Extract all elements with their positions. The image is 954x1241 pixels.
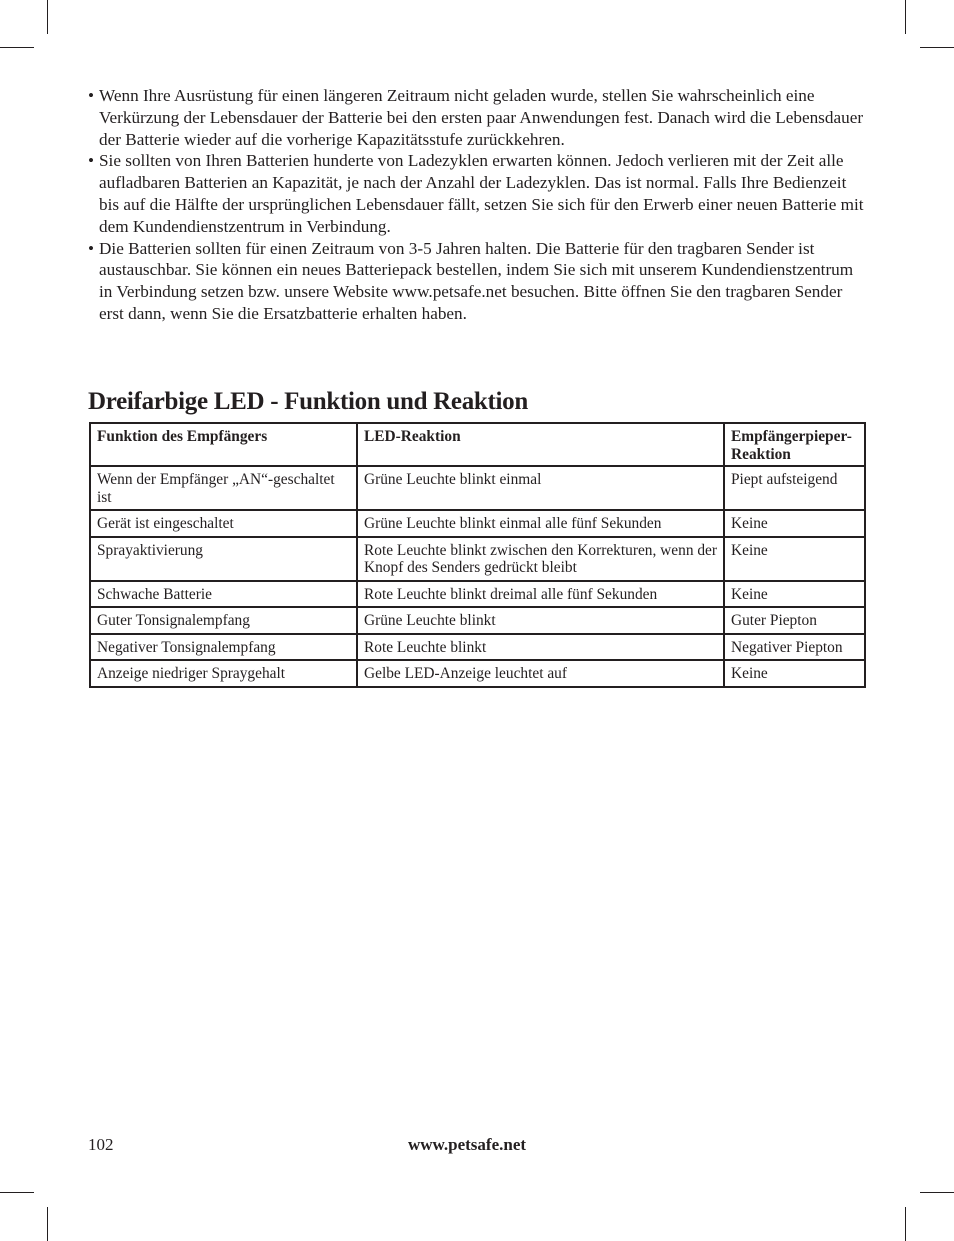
page-number: 102: [88, 1135, 114, 1154]
table-row: [90, 466, 865, 510]
crop-mark: [0, 47, 34, 48]
bullet-item: [88, 85, 868, 150]
section-heading: Dreifarbige LED - Funktion und Reaktion: [88, 388, 528, 415]
header-receiver-function: Funktion des Empfängers: [90, 423, 357, 466]
cell-beeper: Keine: [724, 581, 865, 608]
cell-function: Negativer Tonsignalempfang: [90, 634, 357, 661]
cell-led: Gelbe LED-Anzeige leuchtet auf: [357, 660, 724, 687]
bullet-item: [88, 150, 868, 237]
bullet-dot: •: [88, 86, 95, 105]
table-row: [90, 607, 865, 634]
footer-url: www.petsafe.net: [408, 1135, 527, 1154]
cell-led: Grüne Leuchte blinkt einmal alle fünf Sekunden: [357, 510, 724, 537]
table-row: [90, 510, 865, 537]
bullet-list: [88, 85, 868, 325]
crop-mark: [905, 1207, 906, 1241]
cell-beeper: Keine: [724, 537, 865, 581]
table-row: [90, 634, 865, 661]
crop-mark: [920, 47, 954, 48]
cell-beeper: Piept aufsteigend: [724, 466, 865, 510]
cell-beeper: Negativer Piepton: [724, 634, 865, 661]
cell-function: Sprayaktivierung: [90, 537, 357, 581]
cell-led: Grüne Leuchte blinkt einmal: [357, 466, 724, 510]
bullet-text: Sie sollten von Ihren Batterien hunderte von Ladezyklen erwarten können. Jedoch verlieren mit der Zeit alle aufladbaren Batterien an Kapazität, je nach der Anzahl der Ladezyklen. Das ist normal. Falls Ihre Bedienzeit bis auf die Hälfte der ursprünglichen Lebensdauer fällt, setzen Sie sich für den Erwerb einer neuen Batterie mit dem Kundendienstzentrum in Verbindung.: [99, 151, 864, 236]
crop-mark: [920, 1192, 954, 1193]
crop-mark: [47, 1207, 48, 1241]
header-led-reaction: LED-Reaktion: [357, 423, 724, 466]
cell-beeper: Keine: [724, 660, 865, 687]
cell-led: Rote Leuchte blinkt zwischen den Korrekturen, wenn der Knopf des Senders gedrückt bleibt: [357, 537, 724, 581]
cell-led: Rote Leuchte blinkt dreimal alle fünf Sekunden: [357, 581, 724, 608]
cell-function: Anzeige niedriger Spraygehalt: [90, 660, 357, 687]
crop-mark: [0, 1192, 34, 1193]
crop-mark: [905, 0, 906, 34]
cell-beeper: Keine: [724, 510, 865, 537]
cell-function: Gerät ist eingeschaltet: [90, 510, 357, 537]
crop-mark: [47, 0, 48, 34]
bullet-dot: •: [88, 151, 95, 171]
cell-function: Schwache Batterie: [90, 581, 357, 608]
table-header-row: [90, 423, 865, 466]
bullet-dot: •: [88, 238, 95, 258]
bullet-text: Wenn Ihre Ausrüstung für einen längeren Zeitraum nicht geladen wurde, stellen Sie wahrscheinlich eine Verkürzung der Lebensdauer der Batterie bei den ersten paar Anwendungen fest. Danach wird die Lebensdauer der Batterie wieder auf die vorherige Kapazitätsstufe zurückkehren.: [99, 86, 864, 149]
header-beeper-reaction: Empfängerpieper-Reaktion: [724, 423, 865, 466]
cell-function: Guter Tonsignalempfang: [90, 607, 357, 634]
cell-function: Wenn der Empfänger „AN“-geschaltet ist: [90, 466, 357, 510]
table-row: [90, 537, 865, 581]
cell-led: Grüne Leuchte blinkt: [357, 607, 724, 634]
table-row: [90, 581, 865, 608]
cell-led: Rote Leuchte blinkt: [357, 634, 724, 661]
cell-beeper: Guter Piepton: [724, 607, 865, 634]
led-function-table: [89, 422, 866, 688]
bullet-item: [88, 238, 868, 325]
bullet-text: Die Batterien sollten für einen Zeitraum von 3-5 Jahren halten. Die Batterie für den tragbaren Sender ist austauschbar. Sie können ein neues Batteriepack bestellen, indem Sie sich mit unserem Kundendienstzentrum in Verbindung setzen bzw. unsere Website www.petsafe.net besuchen. Bitte öffnen Sie den tragbaren Sender erst dann, wenn Sie die Ersatzbatterie erhalten haben.: [99, 238, 854, 323]
table-row: [90, 660, 865, 687]
